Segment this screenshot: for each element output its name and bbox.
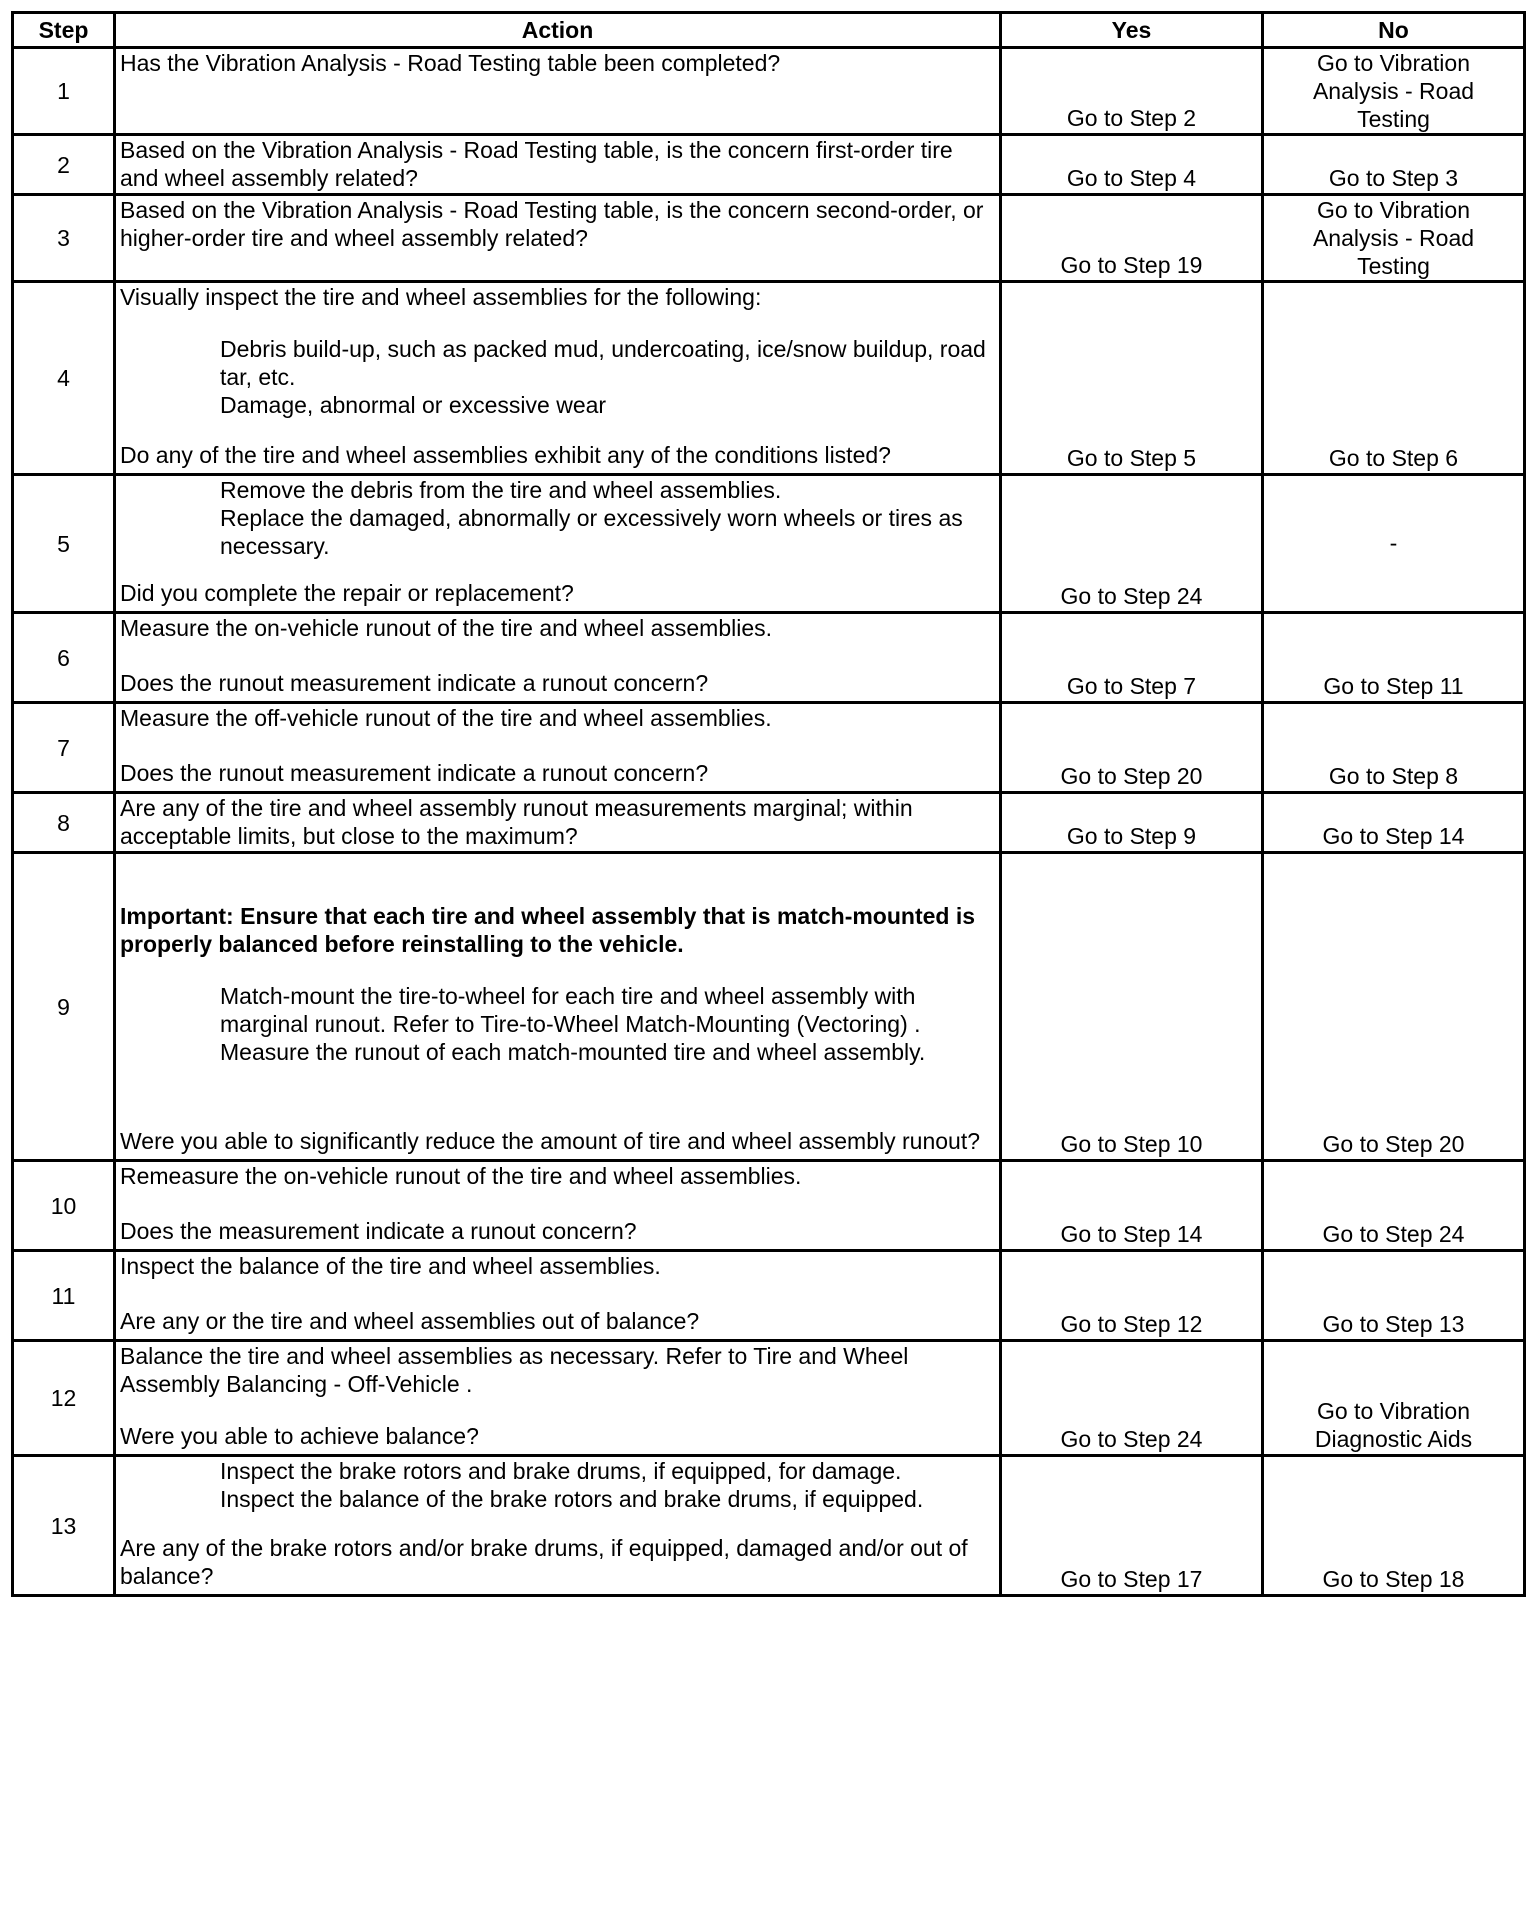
step-number: 13 bbox=[13, 1456, 115, 1596]
table-row bbox=[13, 282, 1525, 475]
action-list-item: Inspect the balance of the brake rotors and brake drums, if equipped. bbox=[220, 1486, 924, 1512]
action-question: Does the runout measurement indicate a runout concern? bbox=[120, 670, 709, 696]
header-no: No bbox=[1263, 13, 1525, 48]
step-number: 3 bbox=[13, 195, 115, 282]
action-text: Based on the Vibration Analysis - Road Testing table, is the concern second-order, or higher-order tire and wheel assembly related? bbox=[120, 197, 990, 251]
diagnostic-table bbox=[11, 11, 1526, 1597]
action-cell bbox=[115, 1161, 1001, 1251]
action-question: Are any of the brake rotors and/or brake drums, if equipped, damaged and/or out of balance? bbox=[120, 1535, 975, 1589]
yes-outcome: Go to Step 2 bbox=[1001, 48, 1263, 135]
action-question: Does the runout measurement indicate a runout concern? bbox=[120, 760, 709, 786]
action-cell bbox=[115, 1456, 1001, 1596]
yes-outcome: Go to Step 24 bbox=[1001, 475, 1263, 613]
no-outcome: Go to Vibration Analysis - Road Testing bbox=[1263, 195, 1525, 282]
action-cell bbox=[115, 703, 1001, 793]
table-row bbox=[13, 1341, 1525, 1456]
step-number: 8 bbox=[13, 793, 115, 853]
table-row bbox=[13, 613, 1525, 703]
action-item-list bbox=[120, 335, 995, 419]
table-row bbox=[13, 703, 1525, 793]
action-cell bbox=[115, 282, 1001, 475]
no-outcome: Go to Step 18 bbox=[1263, 1456, 1525, 1596]
action-list-item: Inspect the brake rotors and brake drums, if equipped, for damage. bbox=[220, 1458, 902, 1484]
table-row bbox=[13, 1456, 1525, 1596]
action-cell bbox=[115, 1251, 1001, 1341]
no-outcome: Go to Step 24 bbox=[1263, 1161, 1525, 1251]
action-cell bbox=[115, 195, 1001, 282]
important-note: Important: Ensure that each tire and wheel assembly that is match-mounted is properly balanced before reinstalling to the vehicle. bbox=[120, 903, 982, 957]
action-text: Has the Vibration Analysis - Road Testing table been completed? bbox=[120, 50, 781, 76]
no-outcome: Go to Step 20 bbox=[1263, 853, 1525, 1161]
action-text: Based on the Vibration Analysis - Road Testing table, is the concern first-order tire and wheel assembly related? bbox=[120, 137, 960, 191]
no-outcome: - bbox=[1263, 475, 1525, 613]
no-outcome: Go to Step 11 bbox=[1263, 613, 1525, 703]
yes-outcome: Go to Step 4 bbox=[1001, 135, 1263, 195]
step-number: 2 bbox=[13, 135, 115, 195]
no-outcome: Go to Step 3 bbox=[1263, 135, 1525, 195]
table-row bbox=[13, 1251, 1525, 1341]
yes-outcome: Go to Step 5 bbox=[1001, 282, 1263, 475]
yes-outcome: Go to Step 17 bbox=[1001, 1456, 1263, 1596]
yes-outcome: Go to Step 9 bbox=[1001, 793, 1263, 853]
no-outcome: Go to Step 8 bbox=[1263, 703, 1525, 793]
table-header-row bbox=[13, 13, 1525, 48]
action-item-list bbox=[120, 982, 995, 1066]
action-question: Does the measurement indicate a runout concern? bbox=[120, 1218, 637, 1244]
action-text: Inspect the balance of the tire and wheel assemblies. bbox=[120, 1253, 661, 1279]
action-list-item: Debris build-up, such as packed mud, undercoating, ice/snow buildup, road tar, etc. bbox=[220, 336, 993, 390]
table-row bbox=[13, 475, 1525, 613]
table-row bbox=[13, 1161, 1525, 1251]
step-number: 5 bbox=[13, 475, 115, 613]
action-cell bbox=[115, 135, 1001, 195]
no-outcome: Go to Step 14 bbox=[1263, 793, 1525, 853]
step-number: 11 bbox=[13, 1251, 115, 1341]
no-outcome: Go to Step 6 bbox=[1263, 282, 1525, 475]
step-number: 4 bbox=[13, 282, 115, 475]
action-text: Measure the off-vehicle runout of the tire and wheel assemblies. bbox=[120, 705, 772, 731]
step-number: 9 bbox=[13, 853, 115, 1161]
yes-outcome: Go to Step 20 bbox=[1001, 703, 1263, 793]
step-number: 7 bbox=[13, 703, 115, 793]
action-text: Visually inspect the tire and wheel assemblies for the following: bbox=[120, 284, 762, 310]
action-list-item: Damage, abnormal or excessive wear bbox=[220, 392, 607, 418]
yes-outcome: Go to Step 24 bbox=[1001, 1341, 1263, 1456]
step-number: 1 bbox=[13, 48, 115, 135]
action-list-item: Remove the debris from the tire and wheel assemblies. bbox=[220, 477, 782, 503]
yes-outcome: Go to Step 7 bbox=[1001, 613, 1263, 703]
header-action: Action bbox=[115, 13, 1001, 48]
action-question: Were you able to significantly reduce the amount of tire and wheel assembly runout? bbox=[120, 1128, 981, 1154]
action-cell bbox=[115, 1341, 1001, 1456]
no-outcome: Go to Step 13 bbox=[1263, 1251, 1525, 1341]
action-list-item: Match-mount the tire-to-wheel for each tire and wheel assembly with marginal runout. Refer to Tire-to-Wheel Match-Mounting (Vectoring) . bbox=[220, 983, 922, 1037]
action-text: Balance the tire and wheel assemblies as necessary. Refer to Tire and Wheel Assembly Balancing - Off-Vehicle . bbox=[120, 1343, 914, 1397]
no-outcome: Go to Vibration Diagnostic Aids bbox=[1263, 1341, 1525, 1456]
step-number: 12 bbox=[13, 1341, 115, 1456]
action-text: Remeasure the on-vehicle runout of the tire and wheel assemblies. bbox=[120, 1163, 802, 1189]
action-cell bbox=[115, 48, 1001, 135]
action-text: Are any of the tire and wheel assembly runout measurements marginal; within acceptable limits, but close to the maximum? bbox=[120, 795, 920, 849]
yes-outcome: Go to Step 14 bbox=[1001, 1161, 1263, 1251]
header-yes: Yes bbox=[1001, 13, 1263, 48]
header-step: Step bbox=[13, 13, 115, 48]
action-question: Do any of the tire and wheel assemblies exhibit any of the conditions listed? bbox=[120, 442, 891, 468]
table-row bbox=[13, 48, 1525, 135]
action-question: Are any or the tire and wheel assemblies out of balance? bbox=[120, 1308, 700, 1334]
action-cell bbox=[115, 475, 1001, 613]
yes-outcome: Go to Step 12 bbox=[1001, 1251, 1263, 1341]
action-item-list bbox=[120, 1457, 995, 1513]
action-cell bbox=[115, 853, 1001, 1161]
diagnostic-table-sheet bbox=[11, 11, 1523, 1597]
action-text: Measure the on-vehicle runout of the tire and wheel assemblies. bbox=[120, 615, 773, 641]
step-number: 6 bbox=[13, 613, 115, 703]
action-cell bbox=[115, 793, 1001, 853]
table-row bbox=[13, 793, 1525, 853]
action-question: Did you complete the repair or replacement? bbox=[120, 580, 574, 606]
action-list-item: Replace the damaged, abnormally or excessively worn wheels or tires as necessary. bbox=[220, 505, 970, 559]
yes-outcome: Go to Step 10 bbox=[1001, 853, 1263, 1161]
action-cell bbox=[115, 613, 1001, 703]
table-row bbox=[13, 135, 1525, 195]
action-item-list bbox=[120, 476, 995, 560]
table-row bbox=[13, 853, 1525, 1161]
no-outcome: Go to Vibration Analysis - Road Testing bbox=[1263, 48, 1525, 135]
step-number: 10 bbox=[13, 1161, 115, 1251]
yes-outcome: Go to Step 19 bbox=[1001, 195, 1263, 282]
action-list-item: Measure the runout of each match-mounted tire and wheel assembly. bbox=[220, 1039, 926, 1065]
action-question: Were you able to achieve balance? bbox=[120, 1423, 479, 1449]
table-row bbox=[13, 195, 1525, 282]
